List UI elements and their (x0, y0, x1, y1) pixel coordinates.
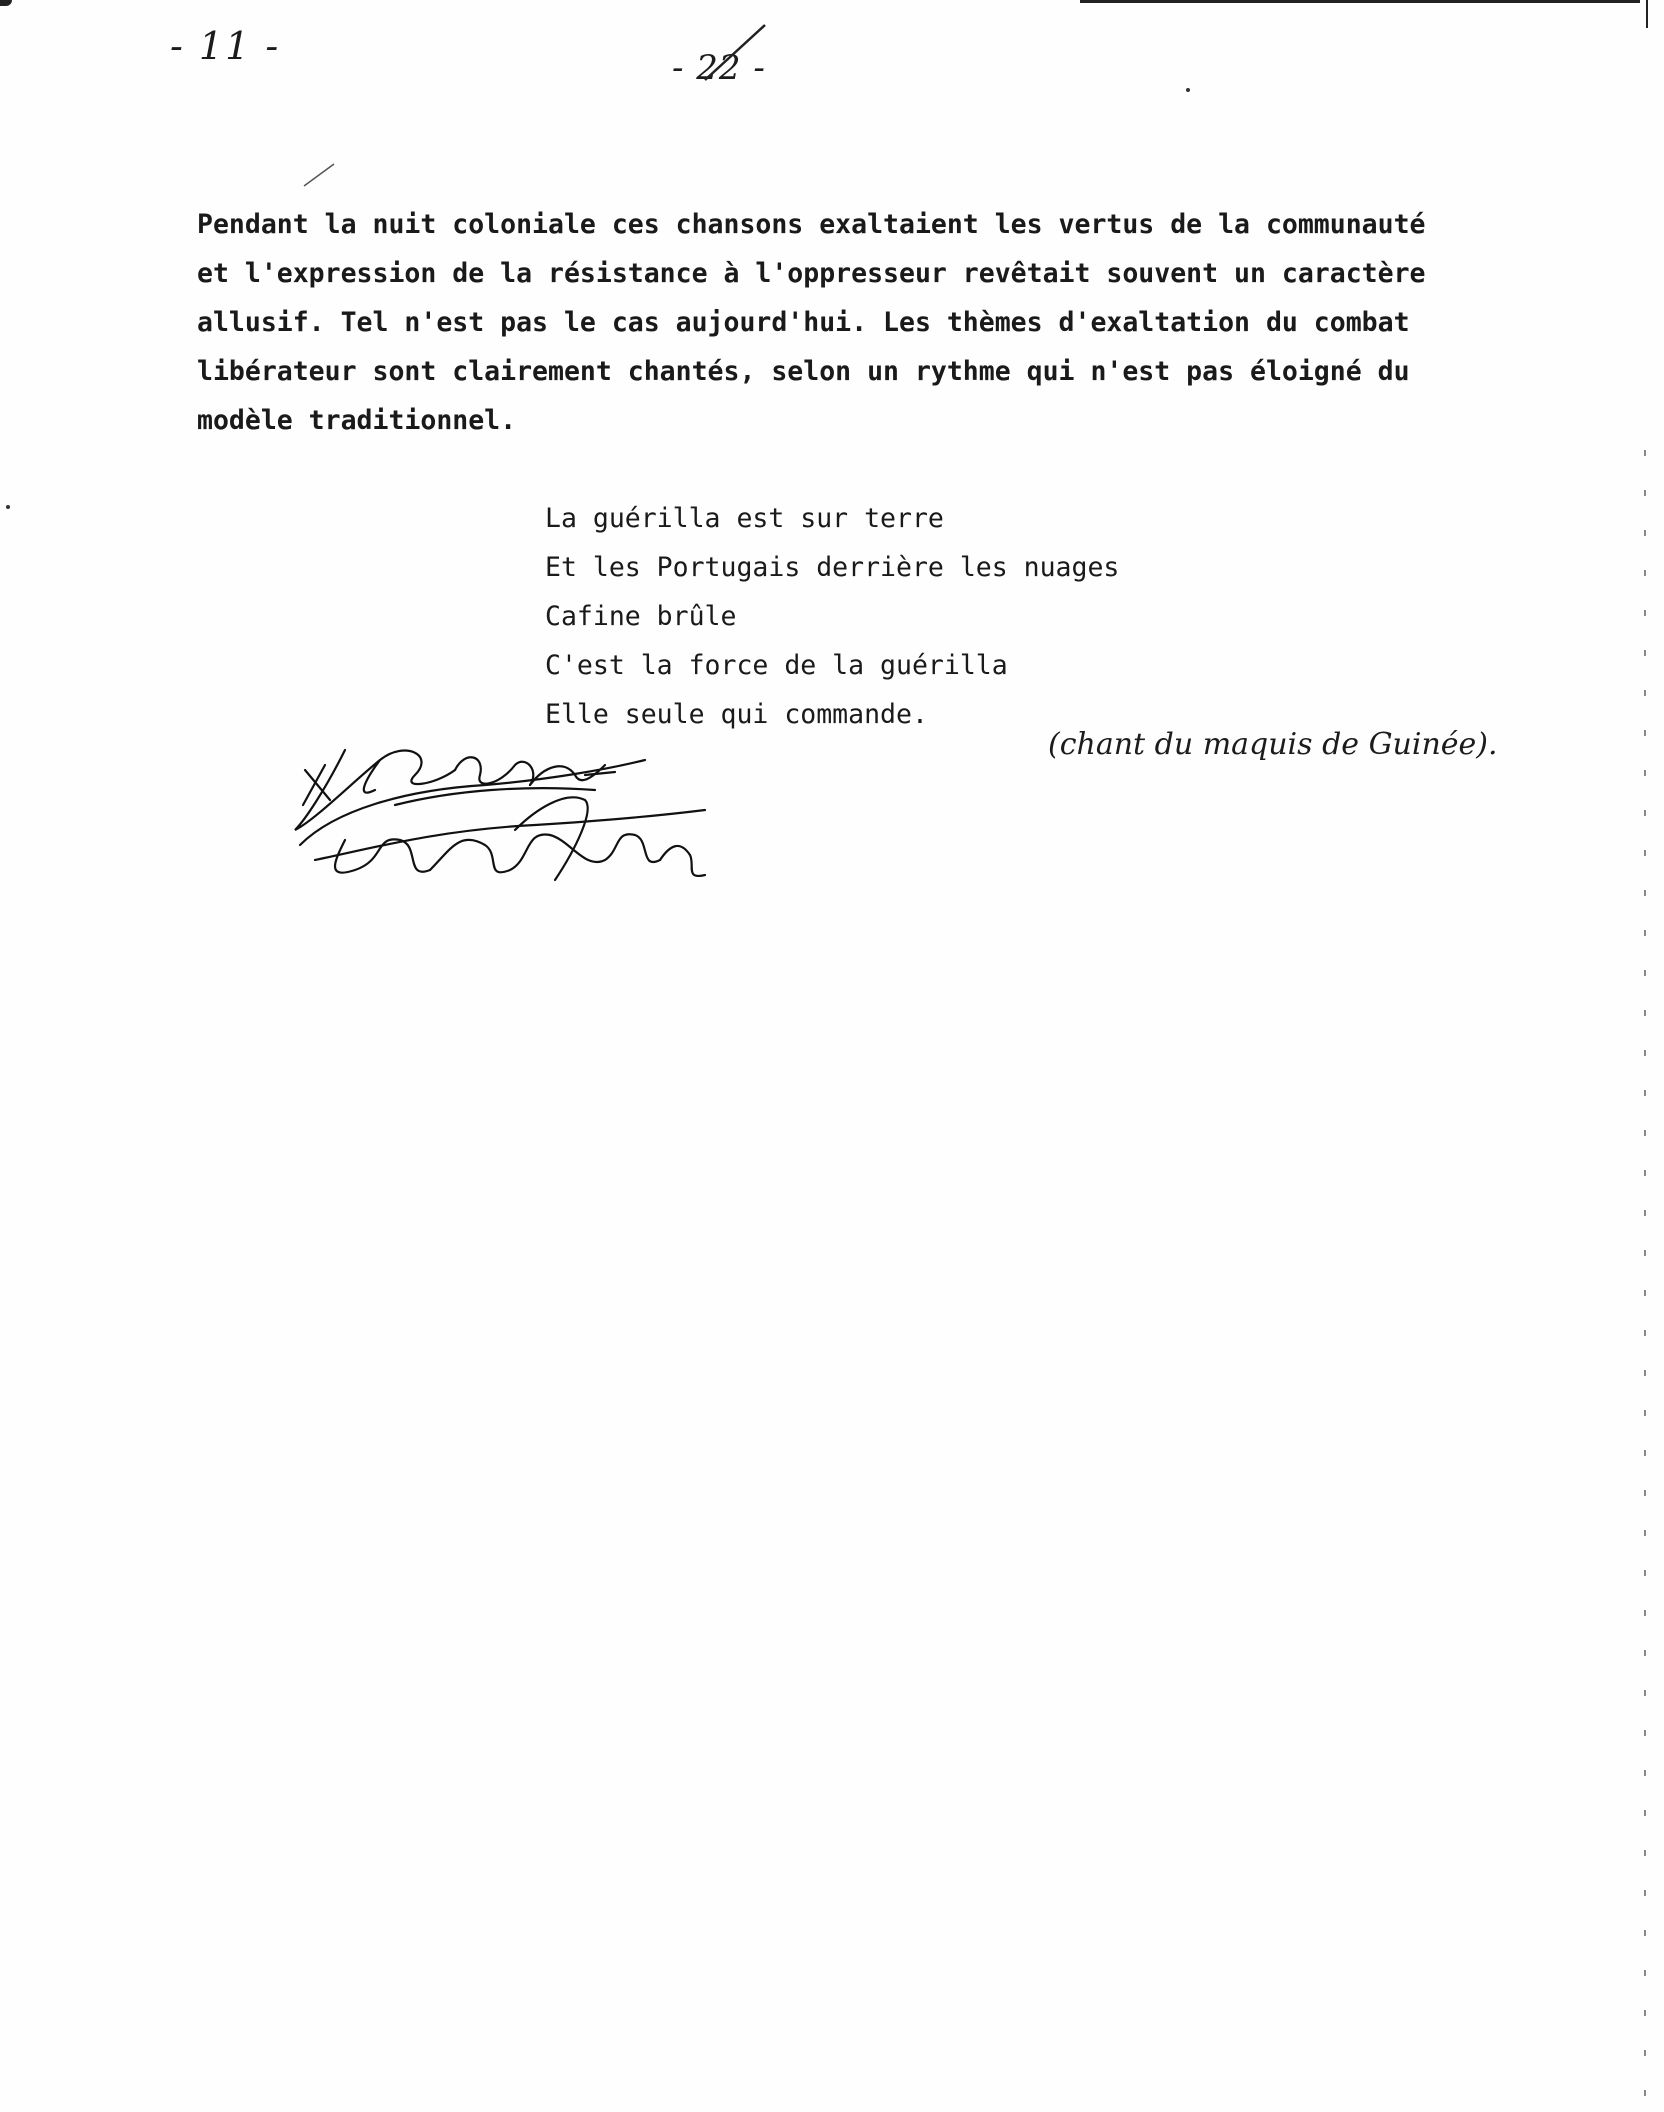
handwritten-page-number: - 11 - (170, 24, 281, 68)
paragraph-line: et l'expression de la résistance à l'oppresseur revêtait souvent un caractère (197, 258, 1426, 289)
verse-line: Elle seule qui commande. (545, 699, 928, 730)
verse-line: C'est la force de la guérilla (545, 650, 1008, 681)
scan-edge-line (1646, 0, 1648, 28)
scan-edge-marks (1644, 450, 1646, 2100)
verse-line: La guérilla est sur terre (545, 503, 944, 534)
scan-artifact (0, 0, 12, 6)
paragraph-line: allusif. Tel n'est pas le cas aujourd'hui. Les thèmes d'exaltation du combat (197, 307, 1410, 338)
verse-line: Et les Portugais derrière les nuages (545, 552, 1120, 583)
scan-speck (1186, 88, 1190, 92)
handwritten-page-number-center: - 22 - (672, 48, 766, 88)
paragraph-line: Pendant la nuit coloniale ces chansons exaltaient les vertus de la communauté (197, 209, 1426, 240)
scan-speck (6, 505, 10, 509)
paragraph-line: libérateur sont clairement chantés, selon un rythme qui n'est pas éloigné du (197, 356, 1410, 387)
song-verse (545, 494, 1119, 739)
handwritten-source-note: (chant du maquis de Guinée). (1048, 727, 1498, 762)
pen-mark (300, 160, 340, 190)
strike-stroke (700, 20, 770, 90)
handwritten-signature (285, 730, 725, 900)
scan-edge-line (1080, 0, 1640, 3)
paragraph-line: modèle traditionnel. (197, 405, 517, 436)
verse-line: Cafine brûle (545, 601, 737, 632)
body-paragraph (197, 200, 1627, 445)
